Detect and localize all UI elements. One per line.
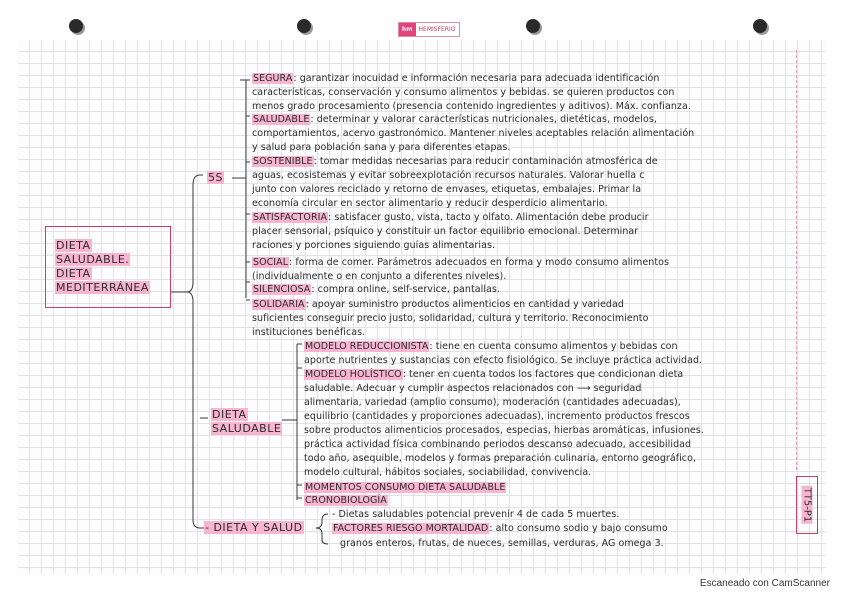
branch-dieta-salud-label: - DIETA Y SALUD [205, 521, 303, 534]
social-line: (individualmente o en conjunto a diferentes niveles). [252, 271, 507, 282]
factores-label: FACTORES RIESGO MORTALIDAD [333, 523, 489, 534]
main-topic [55, 239, 150, 295]
sostenible-text: : tomar medidas necesarias para reducir contaminación atmosférica de [313, 156, 658, 167]
logo-mark: hm [399, 23, 416, 36]
momentos-label: MOMENTOS CONSUMO DIETA SALUDABLE [305, 482, 506, 493]
reduccionista-line: aporte nutrientes y sustancias con efecto fisiológico. Se incluye práctica actividad. [304, 355, 703, 366]
branch-label-line: DIETA [212, 408, 247, 421]
solidaria-line: suficientes conseguir precio justo, solidaridad, cultura y territorio. Reconocimiento [252, 313, 649, 324]
dieta-salud-line: granos enteros, frutas, de nueces, semillas, verduras, AG omega 3. [340, 538, 664, 549]
holistico-line: sobre productos alimenticios procesados, especias, hierbas aromáticas, infusiones. [304, 425, 704, 436]
saludable-line: y salud para población sana y para diferentes etapas. [252, 142, 511, 153]
solidaria-line: instituciones benéficas. [252, 327, 366, 338]
holistico-line: equilibrio (cantidades y proporciones adecuadas), incremento productos frescos [304, 411, 690, 422]
main-topic-line: DIETA [56, 267, 91, 280]
sostenible-line: junto con valores reciclado y retorno de envases, etiquetas, embalajes. Primar la [252, 184, 642, 195]
holistico-line: práctica actividad física combinando periodos descanso adecuado, accesibilidad [304, 439, 692, 450]
logo-text: HEMISFERIO [418, 26, 456, 33]
satisfactoria-line: placer sensorial, psíquico y constituir un factor equilibrio emocional. Determinar [252, 226, 639, 237]
topic-code: TT5-P1 [801, 487, 813, 523]
reduccionista-label: MODELO REDUCCIONISTA [305, 341, 429, 352]
topic-code-box [796, 476, 818, 534]
solidaria-text: : apoyar suministro productos alimenticios en cantidad y variedad [305, 299, 624, 310]
scanner-watermark: Escaneado con CamScanner [699, 578, 830, 589]
main-topic-line: SALUDABLE. [56, 253, 130, 266]
segura-text: : garantizar inocuidad e información necesaria para adecuada identificación [293, 73, 660, 84]
saludable-text: : determinar y valorar características nutricionales, dietéticas, modelos, [310, 114, 657, 125]
satisfactoria-label: SATISFACTORIA [253, 212, 327, 223]
segura-line: características, conservación y consumo alimentos y bebidas. se quieren productos con [252, 87, 675, 98]
sostenible-line: economía circular en sector alimentario y reducir desperdicio alimentario. [252, 198, 608, 209]
holistico-line: todo año, asequible, modelos y formas preparación culinaria, entorno geográfico, [304, 453, 697, 464]
holistico-text: : tener en cuenta todos los factores que condicionan dieta [402, 369, 684, 380]
social-text: : forma de comer. Parámetros adecuados en forma y modo consumo alimentos [289, 257, 669, 268]
branch-5s-label: 5S [208, 171, 223, 184]
sostenible-label: SOSTENIBLE [253, 156, 313, 167]
dieta-salud-line: - Dietas saludables potencial prevenir 4 de cada 5 muertes. [332, 509, 620, 520]
branch-label-line: SALUDABLE [212, 422, 282, 435]
segura-label: SEGURA [253, 73, 293, 84]
main-topic-line: DIETA [56, 239, 91, 252]
main-topic-line: MEDITERRÁNEA [56, 281, 149, 294]
social-label: SOCIAL [253, 257, 289, 268]
branch-5s [207, 171, 224, 185]
satisfactoria-text: : satisfacer gusto, vista, tacto y olfato. Alimentación debe producir [328, 212, 649, 223]
solidaria-label: SOLIDARIA [253, 299, 305, 310]
silenciosa-text: : compra online, self-service, pantallas. [311, 284, 500, 295]
factores-text: : alto consumo sodio y bajo consumo [489, 523, 668, 534]
satisfactoria-line: raciones y porciones siguiendo guías alimentarias. [252, 240, 496, 251]
sostenible-line: aguas, ecosistemas y evitar sobreexplotación recursos naturales. Valorar huella c [252, 170, 645, 181]
reduccionista-text: : tiene en cuenta consumo alimentos y bebidas con [429, 341, 678, 352]
branch-dieta-salud [204, 521, 304, 535]
branch-dieta-saludable [211, 408, 282, 436]
saludable-label: SALUDABLE [253, 114, 310, 125]
holistico-line: modelo cultural, hábitos sociales, sociabilidad, convivencia. [304, 467, 592, 478]
cronobiologia-label: CRONOBIOLOGÍA [305, 495, 387, 506]
silenciosa-label: SILENCIOSA [253, 284, 311, 295]
holistico-label: MODELO HOLÍSTICO [305, 369, 402, 380]
saludable-line: comportamientos, acervo gastronómico. Mantener niveles aceptables relación alimentación [252, 128, 695, 139]
holistico-line: saludable. Adecuar y cumplir aspectos relacionados con ⟶ seguridad [304, 383, 642, 394]
holistico-line: alimentaria, variedad (amplio consumo), moderación (cantidades adecuadas), [304, 397, 681, 408]
segura-line: menos grado procesamiento (presencia contenido ingredientes y aditivos). Máx. confianza. [252, 101, 691, 112]
